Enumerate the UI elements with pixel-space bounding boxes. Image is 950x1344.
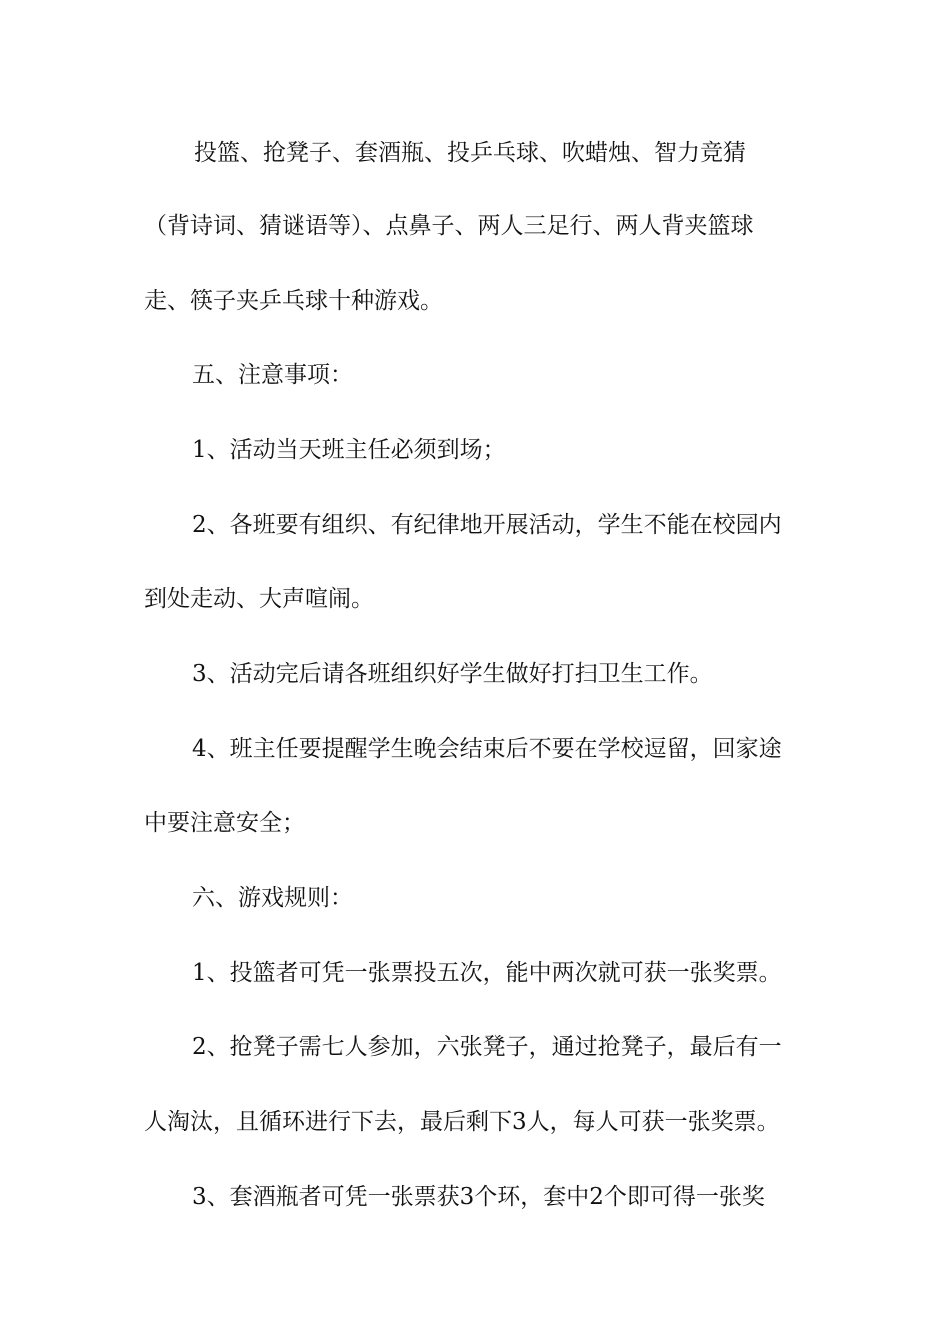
precaution-item-4: 4、班主任要提醒学生晚会结束后不要在学校逗留，回家途: [192, 736, 782, 762]
rule-item-1: 1、投篮者可凭一张票投五次，能中两次就可获一张奖票。: [192, 960, 782, 986]
paragraph-line-3: 走、筷子夹乒乓球十种游戏。: [144, 288, 443, 314]
section-heading-game-rules: 六、游戏规则：: [192, 885, 353, 911]
precaution-item-2: 2、各班要有组织、有纪律地开展活动，学生不能在校园内: [192, 512, 782, 538]
paragraph-line-1: 投篮、抢凳子、套酒瓶、投乒乓球、吹蜡烛、智力竞猜: [194, 140, 746, 166]
rule-item-2: 2、抢凳子需七人参加，六张凳子，通过抢凳子，最后有一: [192, 1034, 782, 1060]
section-heading-precautions: 五、注意事项：: [192, 362, 353, 388]
rule-item-2-continued: 人淘汰，且循环进行下去，最后剩下3人，每人可获一张奖票。: [144, 1109, 780, 1135]
precaution-item-3: 3、活动完后请各班组织好学生做好打扫卫生工作。: [192, 661, 713, 687]
rule-item-3: 3、套酒瓶者可凭一张票获3个环，套中2个即可得一张奖: [192, 1184, 765, 1210]
paragraph-line-2: （背诗词、猜谜语等）、点鼻子、两人三足行、两人背夹篮球: [144, 213, 754, 239]
precaution-item-4-continued: 中要注意安全；: [144, 810, 305, 836]
precaution-item-2-continued: 到处走动、大声喧闹。: [144, 586, 374, 612]
precaution-item-1: 1、活动当天班主任必须到场；: [192, 437, 506, 463]
